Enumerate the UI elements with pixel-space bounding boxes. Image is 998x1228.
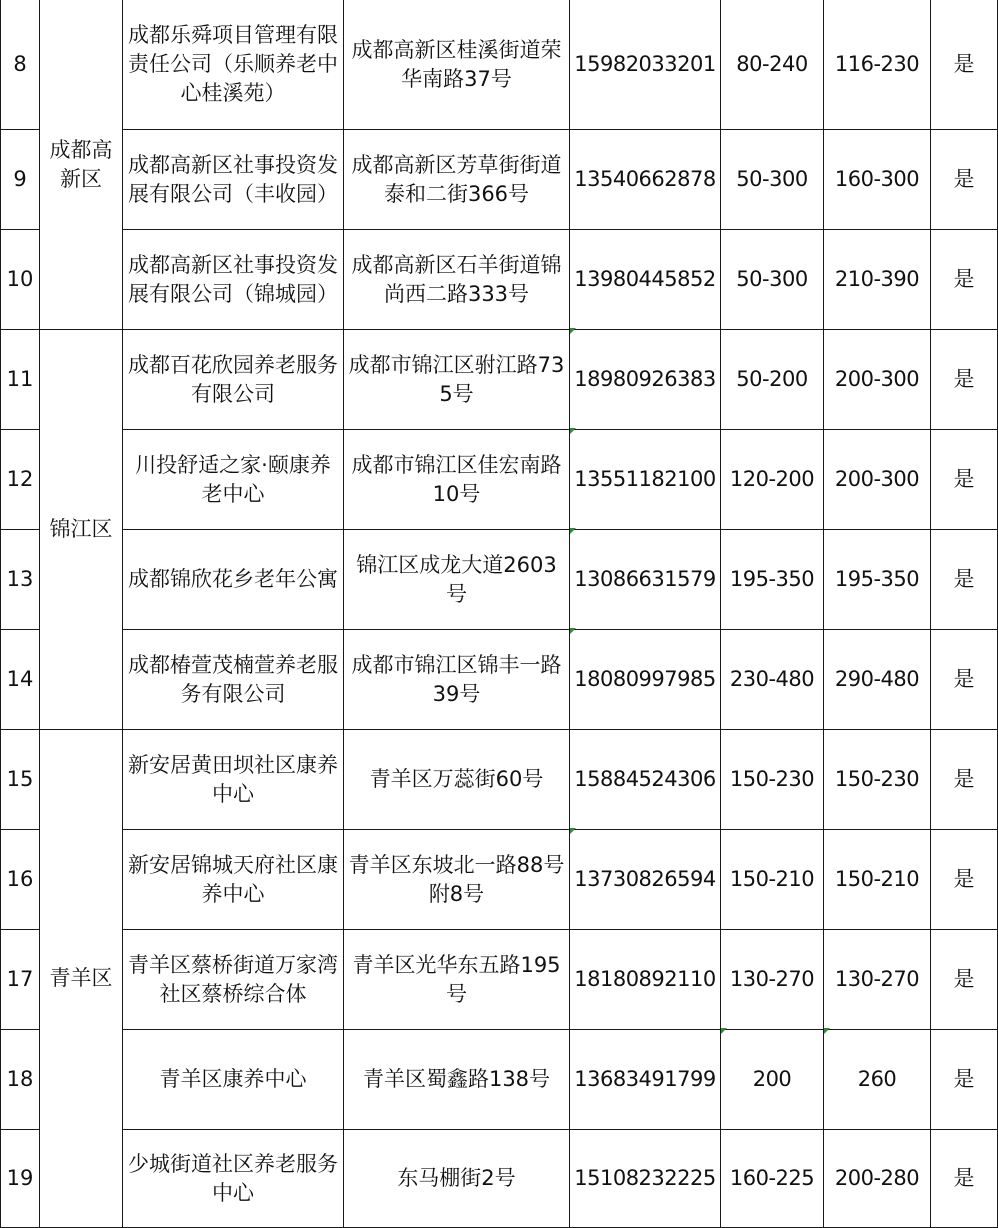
flag-cell: 是 <box>931 630 998 730</box>
table-row <box>1 330 998 430</box>
flag-cell: 是 <box>931 130 998 230</box>
institution-name: 成都乐舜项目管理有限责任公司（乐顺养老中心桂溪苑） <box>123 0 344 130</box>
address-cell: 成都高新区芳草街街道泰和二街366号 <box>344 130 570 230</box>
table-row <box>1 230 998 330</box>
range-a-cell: 50-300 <box>721 130 824 230</box>
address-cell: 成都高新区桂溪街道荣华南路37号 <box>344 0 570 130</box>
flag-cell: 是 <box>931 330 998 430</box>
range-b-cell: 130-270 <box>824 930 931 1030</box>
institution-name: 成都百花欣园养老服务有限公司 <box>123 330 344 430</box>
range-b-cell: 150-230 <box>824 730 931 830</box>
range-b-cell: 195-350 <box>824 530 931 630</box>
cell-marker <box>570 328 576 334</box>
range-a-cell: 150-230 <box>721 730 824 830</box>
table-row <box>1 730 998 830</box>
district-cell <box>40 730 123 1228</box>
flag-cell: 是 <box>931 1030 998 1130</box>
phone-cell: 15108232225 <box>570 1130 721 1228</box>
institution-name: 新安居锦城天府社区康养中心 <box>123 830 344 930</box>
institution-name: 成都高新区社事投资发展有限公司（锦城园） <box>123 230 344 330</box>
table-row <box>1 630 998 730</box>
address-cell: 锦江区成龙大道2603号 <box>344 530 570 630</box>
address-cell: 成都市锦江区佳宏南路10号 <box>344 430 570 530</box>
range-b-cell: 150-210 <box>824 830 931 930</box>
range-a-cell: 50-300 <box>721 230 824 330</box>
phone-cell: 18980926383 <box>570 330 721 430</box>
cell-marker <box>570 628 576 634</box>
range-b-cell: 200-300 <box>824 430 931 530</box>
district-cell <box>40 330 123 730</box>
row-number: 15 <box>1 730 40 830</box>
range-a-cell: 195-350 <box>721 530 824 630</box>
institution-name: 少城街道社区养老服务中心 <box>123 1130 344 1228</box>
range-b-cell: 210-390 <box>824 230 931 330</box>
flag-cell: 是 <box>931 230 998 330</box>
address-cell: 成都市锦江区驸江路735号 <box>344 330 570 430</box>
phone-cell: 15884524306 <box>570 730 721 830</box>
flag-cell: 是 <box>931 930 998 1030</box>
row-number: 13 <box>1 530 40 630</box>
district-label: 成都高新区 <box>49 137 113 191</box>
cell-marker <box>570 528 576 534</box>
district-label: 青羊区 <box>49 966 113 990</box>
range-b-cell: 200-300 <box>824 330 931 430</box>
row-number: 17 <box>1 930 40 1030</box>
flag-cell: 是 <box>931 1130 998 1228</box>
row-number: 19 <box>1 1130 40 1228</box>
range-b-cell: 200-280 <box>824 1130 931 1228</box>
table-row <box>1 1030 998 1130</box>
table-row <box>1 530 998 630</box>
district-label: 锦江区 <box>49 517 113 541</box>
range-a-cell: 150-210 <box>721 830 824 930</box>
flag-cell: 是 <box>931 830 998 930</box>
table-row <box>1 130 998 230</box>
institution-name: 成都锦欣花乡老年公寓 <box>123 530 344 630</box>
phone-cell: 13683491799 <box>570 1030 721 1130</box>
range-b-cell: 290-480 <box>824 630 931 730</box>
table-row <box>1 830 998 930</box>
address-cell: 成都市锦江区锦丰一路39号 <box>344 630 570 730</box>
address-cell: 青羊区东坡北一路88号附8号 <box>344 830 570 930</box>
address-cell: 青羊区蜀鑫路138号 <box>344 1030 570 1130</box>
row-number: 18 <box>1 1030 40 1130</box>
institution-name: 成都椿萱茂楠萱养老服务有限公司 <box>123 630 344 730</box>
range-a-cell: 50-200 <box>721 330 824 430</box>
table-row <box>1 930 998 1030</box>
institution-name: 青羊区蔡桥街道万家湾社区蔡桥综合体 <box>123 930 344 1030</box>
phone-cell: 13730826594 <box>570 830 721 930</box>
phone-cell: 18080997985 <box>570 630 721 730</box>
flag-cell: 是 <box>931 530 998 630</box>
institution-name: 成都高新区社事投资发展有限公司（丰收园） <box>123 130 344 230</box>
range-a-cell: 160-225 <box>721 1130 824 1228</box>
cell-marker <box>570 828 576 834</box>
row-number: 11 <box>1 330 40 430</box>
row-number: 10 <box>1 230 40 330</box>
flag-cell: 是 <box>931 430 998 530</box>
row-number: 8 <box>1 0 40 130</box>
range-a-cell: 130-270 <box>721 930 824 1030</box>
range-a-cell: 80-240 <box>721 0 824 130</box>
range-a-cell: 120-200 <box>721 430 824 530</box>
cell-marker <box>824 1028 830 1034</box>
row-number: 9 <box>1 130 40 230</box>
range-b-cell: 260 <box>824 1030 931 1130</box>
table-row <box>1 0 998 130</box>
cell-marker <box>570 428 576 434</box>
range-a-cell: 230-480 <box>721 630 824 730</box>
flag-cell: 是 <box>931 0 998 130</box>
address-cell: 成都高新区石羊街道锦尚西二路333号 <box>344 230 570 330</box>
range-a-cell: 200 <box>721 1030 824 1130</box>
address-cell: 青羊区光华东五路195号 <box>344 930 570 1030</box>
phone-cell: 18180892110 <box>570 930 721 1030</box>
table-row <box>1 1130 998 1228</box>
row-number: 16 <box>1 830 40 930</box>
table-row <box>1 430 998 530</box>
district-cell <box>40 0 123 330</box>
range-b-cell: 116-230 <box>824 0 931 130</box>
cell-marker <box>721 1028 727 1034</box>
address-cell: 青羊区万蕊街60号 <box>344 730 570 830</box>
phone-cell: 13540662878 <box>570 130 721 230</box>
row-number: 12 <box>1 430 40 530</box>
range-b-cell: 160-300 <box>824 130 931 230</box>
phone-cell: 13551182100 <box>570 430 721 530</box>
institution-name: 川投舒适之家·颐康养老中心 <box>123 430 344 530</box>
phone-cell: 13086631579 <box>570 530 721 630</box>
phone-cell: 15982033201 <box>570 0 721 130</box>
institution-name: 青羊区康养中心 <box>123 1030 344 1130</box>
address-cell: 东马棚街2号 <box>344 1130 570 1228</box>
row-number: 14 <box>1 630 40 730</box>
flag-cell: 是 <box>931 730 998 830</box>
institution-name: 新安居黄田坝社区康养中心 <box>123 730 344 830</box>
phone-cell: 13980445852 <box>570 230 721 330</box>
